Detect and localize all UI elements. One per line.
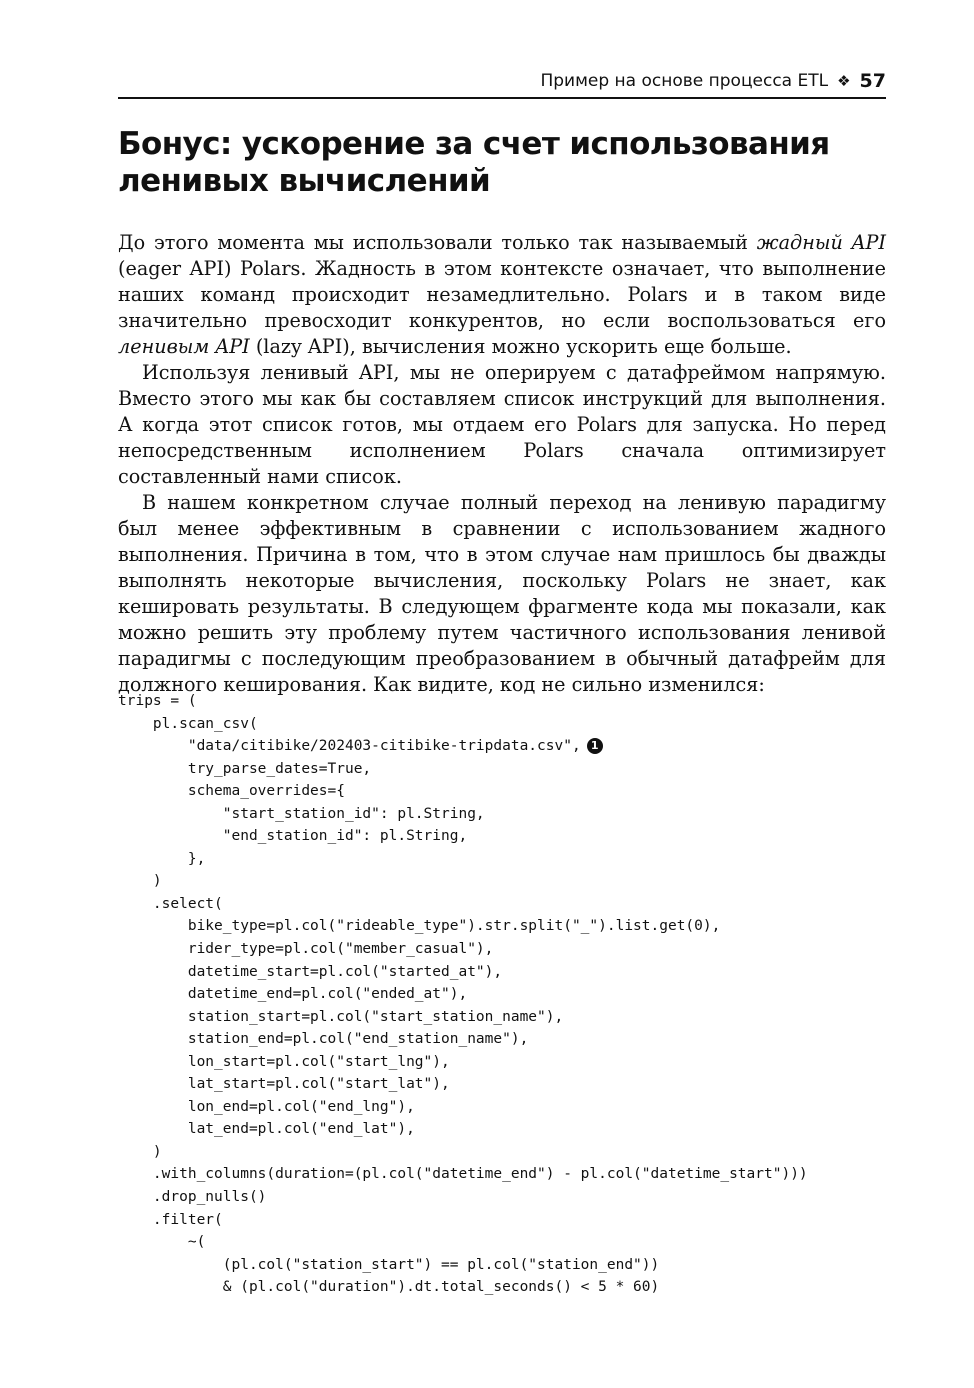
code-line (118, 780, 886, 803)
code-text: schema_overrides={ (118, 783, 345, 800)
code-line (118, 1254, 886, 1277)
code-line (118, 1276, 886, 1299)
code-text: bike_type=pl.col("rideable_type").str.split("_").list.get(0), (118, 918, 721, 935)
code-text: station_start=pl.col("start_station_name"), (118, 1008, 564, 1025)
code-text: try_parse_dates=True, (118, 760, 372, 777)
code-line (118, 848, 886, 871)
code-text: pl.scan_csv( (118, 715, 258, 732)
code-line (118, 1096, 886, 1119)
code-text: datetime_start=pl.col("started_at"), (118, 963, 503, 980)
code-block (118, 690, 886, 1299)
code-line (118, 938, 886, 961)
paragraph (118, 360, 886, 490)
code-line (118, 825, 886, 848)
code-line (118, 735, 886, 758)
code-text: lat_end=pl.col("end_lat"), (118, 1121, 415, 1138)
code-line (118, 1006, 886, 1029)
code-text: .filter( (118, 1211, 223, 1228)
code-line (118, 893, 886, 916)
code-line (118, 1051, 886, 1074)
code-line (118, 1163, 886, 1186)
code-text: "data/citibike/202403-citibike-tripdata.csv", (118, 738, 581, 755)
code-line (118, 870, 886, 893)
code-line (118, 1118, 886, 1141)
code-text: lat_start=pl.col("start_lat"), (118, 1076, 450, 1093)
code-line (118, 915, 886, 938)
code-text: trips = ( (118, 693, 197, 709)
code-line (118, 1141, 886, 1164)
code-text: .drop_nulls() (118, 1189, 267, 1206)
page-number: 57 (859, 69, 886, 92)
code-text: rider_type=pl.col("member_casual"), (118, 941, 494, 958)
code-line (118, 758, 886, 781)
code-text: ) (118, 1143, 162, 1160)
code-line (118, 983, 886, 1006)
code-text: & (pl.col("duration").dt.total_seconds() < 5 * 60) (118, 1279, 660, 1296)
code-text: ~( (118, 1234, 206, 1251)
code-text: .with_columns(duration=(pl.col("datetime_end") - pl.col("datetime_start"))) (118, 1166, 808, 1183)
emphasized-term: жадный API (756, 231, 886, 254)
callout-marker-icon: 1 (587, 738, 603, 754)
code-text: (pl.col("station_start") == pl.col("station_end")) (118, 1256, 660, 1273)
section-title: Бонус: ускорение за счет использования ленивых вычислений (118, 126, 830, 199)
code-line (118, 1028, 886, 1051)
code-line (118, 713, 886, 736)
code-line (118, 1073, 886, 1096)
text-run: До этого момента мы использовали только так называемый (118, 231, 757, 254)
header-separator-icon: ❖ (837, 71, 851, 90)
text-run: Используя ленивый API, мы не оперируем с датафреймом напрямую. Вместо этого мы как бы составляем список инструкций для выполнения. А когда этот список готов, мы отдаем его Polars для запуска. Но перед непосредственным исполнением Polars сначала оптимизирует составленный нами список. (118, 361, 886, 488)
code-line (118, 1186, 886, 1209)
paragraph (118, 230, 886, 360)
code-line (118, 1231, 886, 1254)
header-section-title: Пример на основе процесса ETL (540, 70, 829, 91)
code-text: .select( (118, 895, 223, 912)
code-line (118, 803, 886, 826)
paragraph (118, 490, 886, 698)
emphasized-term: ленивым API (118, 335, 250, 358)
code-line (118, 1209, 886, 1232)
code-line (118, 961, 886, 984)
text-run: (lazy API), вычисления можно ускорить еще больше. (249, 335, 792, 358)
code-text: }, (118, 850, 206, 867)
running-header (118, 66, 886, 99)
code-text: station_end=pl.col("end_station_name"), (118, 1031, 529, 1048)
code-text: "end_station_id": pl.String, (118, 828, 468, 845)
text-run: В нашем конкретном случае полный переход на ленивую парадигму был менее эффективным в сравнении с использованием жадного выполнения. Причина в том, что в этом случае нам пришлось бы дважды выполнять некоторые вычисления, поскольку Polars не знает, как кешировать результаты. В следующем фрагменте кода мы показали, как можно решить эту проблему путем частичного использования ленивой парадигмы с последующим преобразованием в обычный датафрейм для должного кеширования. Как видите, код не сильно изменился: (118, 491, 886, 696)
text-run: (eager API) Polars. Жадность в этом контексте означает, что выполнение наших команд происходит незамедлительно. Polars и в таком виде значительно превосходит конкурентов, но если воспользоваться его (118, 257, 886, 332)
code-text: lon_start=pl.col("start_lng"), (118, 1053, 450, 1070)
code-text: lon_end=pl.col("end_lng"), (118, 1098, 415, 1115)
code-text: ) (118, 873, 162, 890)
code-text: "start_station_id": pl.String, (118, 805, 485, 822)
code-line (118, 690, 886, 713)
body-text (118, 230, 886, 698)
code-text: datetime_end=pl.col("ended_at"), (118, 986, 468, 1003)
